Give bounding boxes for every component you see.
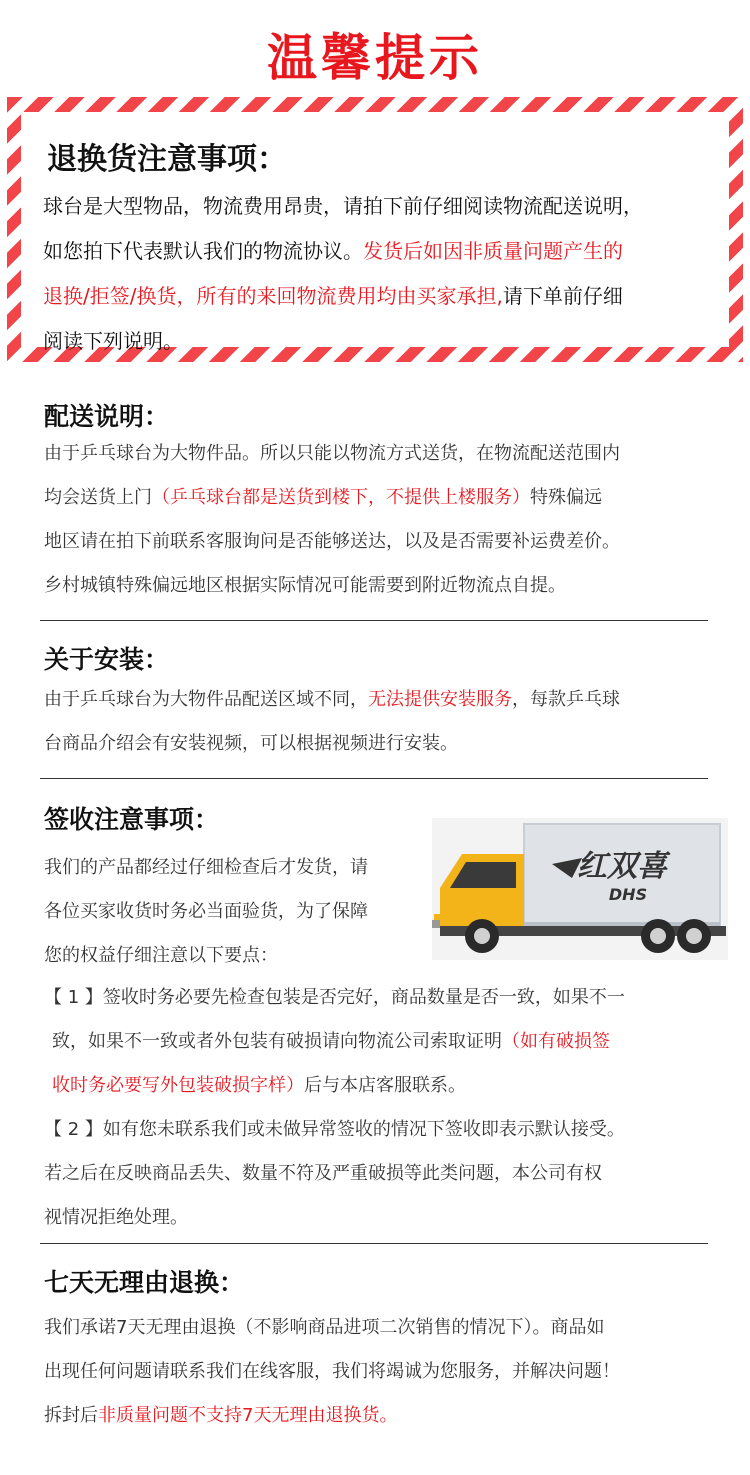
delivery-line-4: 乡村城镇特殊偏远地区根据实际情况可能需要到附近物流点自提。 [44,575,566,596]
install-line-1-warning: 无法提供安装服务 [368,689,512,710]
receipt-item-1-line-2-warning: （如有破损签 [502,1031,610,1052]
receipt-item-2-line-1: 【 2 】如有您未联系我们或未做异常签收的情况下签收即表示默认接受。 [44,1119,625,1140]
delivery-line-2-warning: （乒乓球台都是送货到楼下，不提供上楼服务） [152,487,530,508]
install-line-1-normal: 由于乒乓球台为大物件品配送区域不同， [44,689,368,710]
delivery-line-2-tail: 特殊偏远 [530,487,602,508]
notice-box [21,112,729,353]
returns-line-1: 我们承诺7天无理由退换（不影响商品进项二次销售的情况下）。商品如 [44,1317,605,1338]
notice-line-4: 阅读下列说明。 [43,329,183,353]
truck-icon [432,818,728,960]
receipt-item-1-line-1: 【 1 】签收时务必要先检查包装是否完好，商品数量是否一致，如果不一 [44,987,625,1008]
receipt-item-2-line-2: 若之后在反映商品丢失、数量不符及严重破损等此类问题，本公司有权 [44,1163,602,1184]
receipt-intro-line-3: 您的权益仔细注意以下要点： [44,945,278,966]
page-title: 温馨提示 [267,29,483,87]
notice-body [43,184,733,364]
truck-logo: 红双喜 [577,849,667,884]
notice-line-3-warning: 退换/拒签/换货，所有的来回物流费用均由买家承担, [43,284,503,308]
notice-line-2-warning: 发货后如因非质量问题产生的 [363,239,623,263]
delivery-line-3: 地区请在拍下前联系客服询问是否能够送达，以及是否需要补运费差价。 [44,531,620,552]
returns-text [44,1306,734,1438]
returns-heading: 七天无理由退换： [44,1268,245,1297]
divider [40,620,708,621]
notice-line-1: 球台是大型物品，物流费用昂贵，请拍下前仔细阅读物流配送说明， [43,194,643,218]
install-text [44,678,724,766]
delivery-line-2 [44,476,724,520]
receipt-intro-line-1: 我们的产品都经过仔细检查后才发货，请 [44,857,368,878]
install-line-1 [44,678,724,722]
receipt-item-1-line-2-normal: 致，如果不一致或者外包装有破损请向物流公司索取证明 [52,1031,502,1052]
truck-logo-sub: DHS [608,885,648,904]
returns-line-3-normal: 拆封后 [44,1405,98,1426]
delivery-line-2-normal: 均会送货上门 [44,487,152,508]
receipt-item-1-line-3-normal: 后与本店客服联系。 [304,1075,466,1096]
notice-line-2-normal: 如您拍下代表默认我们的物流协议。 [43,239,363,263]
notice-heading: 退换货注意事项： [47,142,287,177]
returns-line-2: 出现任何问题请联系我们在线客服，我们将竭诚为您服务，并解决问题！ [44,1361,620,1382]
receipt-intro-line-2: 各位买家收货时务必当面验货，为了保障 [44,901,368,922]
delivery-heading: 配送说明： [44,402,170,431]
divider [40,778,708,779]
install-line-2: 台商品介绍会有安装视频，可以根据视频进行安装。 [44,733,458,754]
receipt-item-2-line-3: 视情况拒绝处理。 [44,1207,188,1228]
receipt-item-1-line-3 [52,1064,466,1108]
notice-frame [7,97,743,362]
divider [40,1243,708,1244]
receipt-item-1-line-3-warning: 收时务必要写外包装破损字样） [52,1075,304,1096]
delivery-line-1: 由于乒乓球台为大物件品。所以只能以物流方式送货，在物流配送范围内 [44,443,620,464]
notice-line-2 [43,229,733,274]
delivery-text [44,432,724,608]
returns-line-3 [44,1394,734,1438]
receipt-heading: 签收注意事项： [44,805,220,834]
notice-line-3-normal: 请下单前仔细 [502,284,623,308]
install-heading: 关于安装： [44,645,170,674]
notice-line-3 [43,274,733,319]
receipt-item-1-line-2 [52,1020,610,1064]
returns-line-3-warning: 非质量问题不支持7天无理由退换货。 [98,1405,398,1426]
install-line-1-tail: ，每款乒乓球 [512,689,620,710]
delivery-truck-image [432,818,728,960]
receipt-intro [44,846,434,978]
